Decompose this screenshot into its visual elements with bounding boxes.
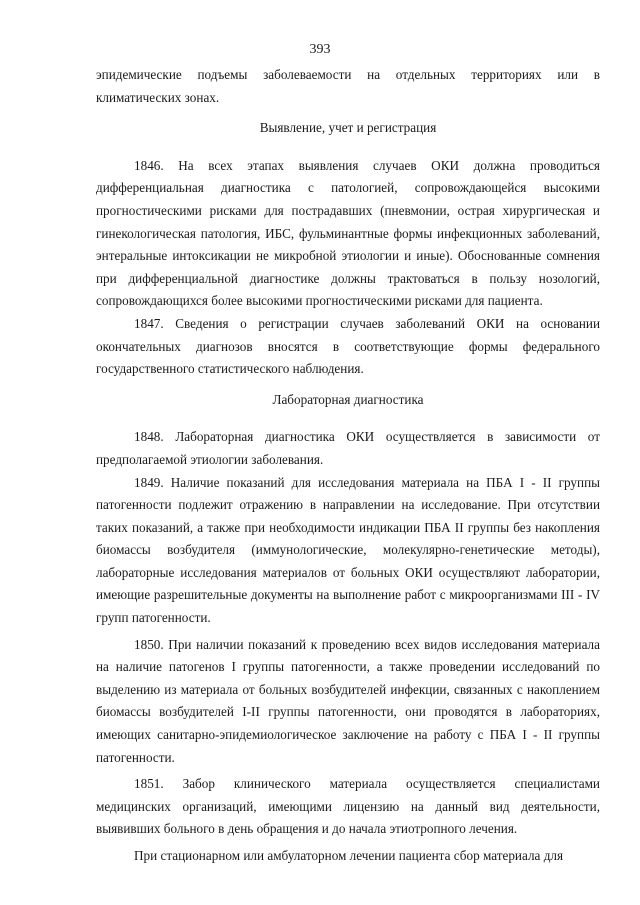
paragraph-1850: 1850. При наличии показаний к проведению всех видов исследования материала на наличие патогенов I группы патогенности, а также проведении исследований по выделению из материала от больных возбудителей инфекции, связанных с накоплением биомассы возбудителей I-II группы патогенности, они проводятся в лабораториях, имеющих санитарно-эпидемиологическое заключение на работу с ПБА I - II группы патогенности. <box>96 636 600 765</box>
paragraph-1849: 1849. Наличие показаний для исследования материала на ПБА I - II группы патогенности подлежит отражению в направлении на исследование. При отсутствии таких показаний, а также при необходимости индикации ПБА II группы без накопления биомассы возбудителя (иммунологические, молекулярно-генетические методы), лабораторные исследования материалов от больных ОКИ осуществляют лаборатории, имеющие разрешительные документы на выполнение работ с микроорганизмами III - IV групп патогенности. <box>96 474 600 626</box>
paragraph-1846: 1846. На всех этапах выявления случаев ОКИ должна проводиться дифференциальная диагностика с патологией, сопровождающейся высокими прогностическими рисками для пострадавших (пневмонии, острая хирургическая и гинекологическая патология, ИБС, фульминантные формы инфекционных заболеваний, энтеральные интоксикации не микробной этиологии и иные). Обоснованные сомнения при дифференциальной диагностике должны трактоваться в пользу нозологий, сопровождающихся более высокими прогностическими рисками для пациента. <box>96 157 600 309</box>
page-number: 393 <box>309 42 331 57</box>
paragraph-1848: 1848. Лабораторная диагностика ОКИ осуществляется в зависимости от предполагаемой этиологии заболевания. <box>96 429 600 467</box>
paragraph-continuation-next-page: При стационарном или амбулаторном лечении пациента сбор материала для <box>134 848 564 863</box>
page-content <box>96 64 600 868</box>
section-heading-lab-diagnostics: Лабораторная диагностика <box>272 391 424 407</box>
paragraph-1847: 1847. Сведения о регистрации случаев заболеваний ОКИ на основании окончательных диагнозов вносятся в соответствующие формы федерального государственного статистического наблюдения. <box>96 315 600 377</box>
paragraph-1851: 1851. Забор клинического материала осуществляется специалистами медицинских организаций, имеющими лицензию на данный вид деятельности, выявивших больного в день обращения и до начала этиотропного лечения. <box>96 776 600 837</box>
continuation-paragraph: эпидемические подъемы заболеваемости на отдельных территориях или в климатических зонах. <box>96 67 600 105</box>
section-heading-detection: Выявление, учет и регистрация <box>259 120 437 136</box>
